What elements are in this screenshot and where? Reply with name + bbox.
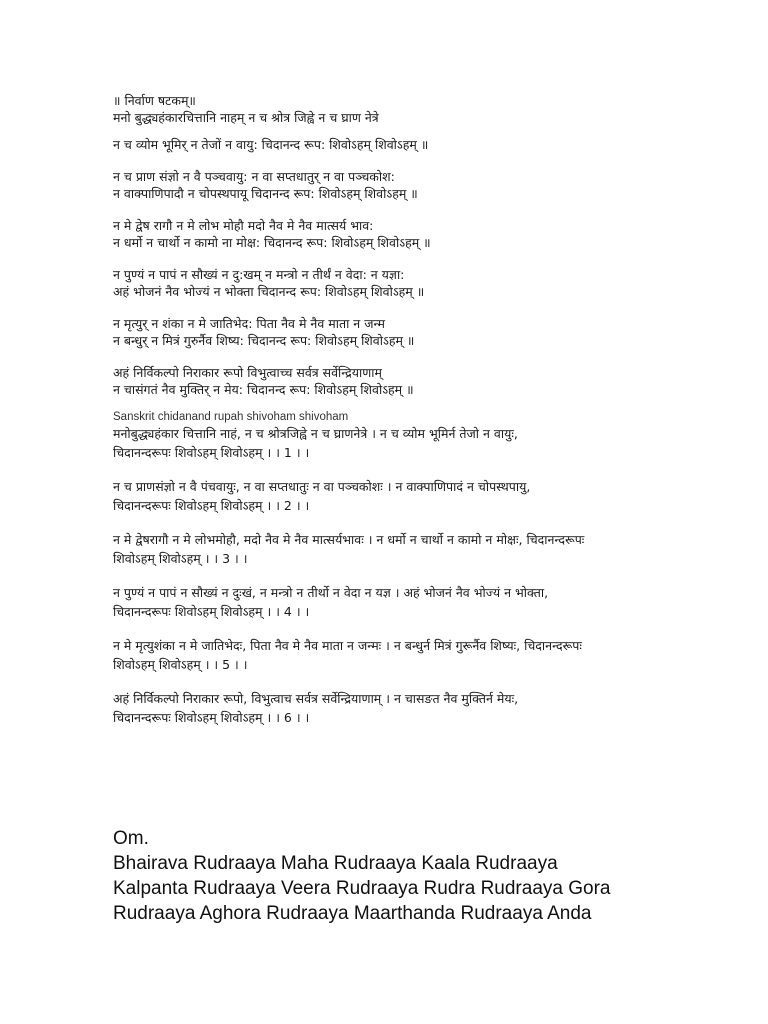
verse-line: चिदानन्दरूपः शिवोऽहम् शिवोऽहम् । । 4 । । [113, 604, 310, 619]
verse-line: शिवोऽहम् शिवोऽहम् । । 5 । । [113, 657, 248, 672]
verse-line: न मृत्युर् न शंका न मे जातिभेद: पिता नैव मे नैव माता न जन्म [113, 316, 385, 331]
mantra-line: Rudraaya Aghora Rudraaya Maarthanda Rudraaya Anda [113, 903, 592, 924]
stanza [113, 92, 763, 153]
verse-line: न वाक्पाणिपादौ न चोपस्थपायू चिदानन्द रूप: शिवोऽहम् शिवोऽहम् ॥ [113, 186, 418, 201]
verse-line: न पुण्यं न पापं न सौख्यं न दु:खम् न मन्त्रो न तीर्थं न वेदा: न यज्ञा: [113, 267, 405, 282]
stanza [113, 583, 763, 621]
verse-line: न मे मृत्युशंका न मे जातिभेदः, पिता नैव मे नैव माता न जन्मः । न बन्धुर्न मित्रं गुरूर्नैव शिष्यः, चिदानन्दरूपः [113, 638, 582, 653]
mantra-block [113, 826, 753, 926]
verse-line: अहं निर्विकल्पो निराकार रूपो, विभुत्वाच सर्वत्र सर्वेन्द्रियाणाम् । न चासङत नैव मुक्तिर्न मेयः, [113, 691, 519, 706]
stanza [113, 315, 763, 349]
stanza [113, 689, 763, 727]
verse-line: न बन्धुर् न मित्रं गुरुर्नैव शिष्य: चिदानन्द रूप: शिवोऽहम् शिवोऽहम् ॥ [113, 333, 415, 348]
verse-line: न च प्राण संज्ञो न वै पञ्चवायु: न वा सप्तधातुर् न वा पञ्चकोश: [113, 169, 395, 184]
verse-line: न च व्योम भूमिर् न तेजों न वायु: चिदानन्द रूप: शिवोऽहम् शिवोऽहम् ॥ [113, 137, 429, 152]
verse-line: चिदानन्दरूपः शिवोऽहम् शिवोऽहम् । । 1 । । [113, 445, 310, 460]
mantra-heading: Om. [113, 828, 149, 849]
verse-line: मनोबुद्ध्यहंकार चित्तानि नाहं, न च श्रोत्रजिह्वे न च घ्राणनेत्रे । न च व्योम भूमिर्न तेजो न वायुः, [113, 426, 518, 441]
verse-line: चिदानन्दरूपः शिवोऽहम् शिवोऽहम् । । 6 । । [113, 710, 310, 725]
document-body [113, 92, 763, 727]
document-title: ॥ निर्वाण षटकम्॥ [113, 93, 196, 108]
verse-line: न चासंगतं नैव मुक्तिर् न मेय: चिदानन्द रूप: शिवोऽहम् शिवोऽहम् ॥ [113, 382, 414, 397]
verse-line: न च प्राणसंज्ञो न वै पंचवायुः, न वा सप्तधातुः न वा पञ्चकोशः । न वाक्पाणिपादं न चोपस्थपायु, [113, 479, 531, 494]
verse-line: न मे द्वेषरागौ न मे लोभमोहौ, मदो नैव मे नैव मात्सर्यभावः । न धर्मो न चार्थो न कामो न मोक्षः, चिदानन्दरूपः [113, 532, 585, 547]
stanza [113, 424, 763, 462]
stanza [113, 217, 763, 251]
section-subtitle: Sanskrit chidanand rupah shivoham shivoham [113, 411, 349, 423]
stanza [113, 530, 763, 568]
verse-line: न मे द्वेष रागौ न मे लोभ मोहौ मदो नैव मे नैव मात्सर्य भाव: [113, 218, 374, 233]
stanza [113, 266, 763, 300]
stanza [113, 168, 763, 202]
stanza [113, 636, 763, 674]
mantra-line: Bhairava Rudraaya Maha Rudraaya Kaala Rudraaya [113, 853, 558, 874]
verse-line: न धर्मो न चार्थो न कामो ना मोक्ष: चिदानन्द रूप: शिवोऽहम् शिवोऽहम् ॥ [113, 235, 431, 250]
mantra-line: Kalpanta Rudraaya Veera Rudraaya Rudra Rudraaya Gora [113, 878, 611, 899]
verse-line: न पुण्यं न पापं न सौख्यं न दुःखं, न मन्त्रो न तीर्थो न वेदा न यज्ञ । अहं भोजनं नैव भोज्यं न भोक्ता, [113, 585, 549, 600]
stanza [113, 364, 763, 398]
stanza [113, 477, 763, 515]
verse-line: अहं भोजनं नैव भोज्यं न भोक्ता चिदानन्द रूप: शिवोऽहम् शिवोऽहम् ॥ [113, 284, 425, 299]
verse-line: शिवोऽहम् शिवोऽहम् । । 3 । । [113, 551, 248, 566]
verse-line: मनो बुद्ध्यहंकारचित्तानि नाहम् न च श्रोत्र जिह्वे न च घ्राण नेत्रे [113, 110, 379, 125]
verse-line: चिदानन्दरूपः शिवोऽहम् शिवोऽहम् । । 2 । । [113, 498, 310, 513]
verse-line: अहं निर्विकल्पो निराकार रूपो विभुत्वाच्च सर्वत्र सर्वेन्द्रियाणाम् [113, 365, 383, 380]
